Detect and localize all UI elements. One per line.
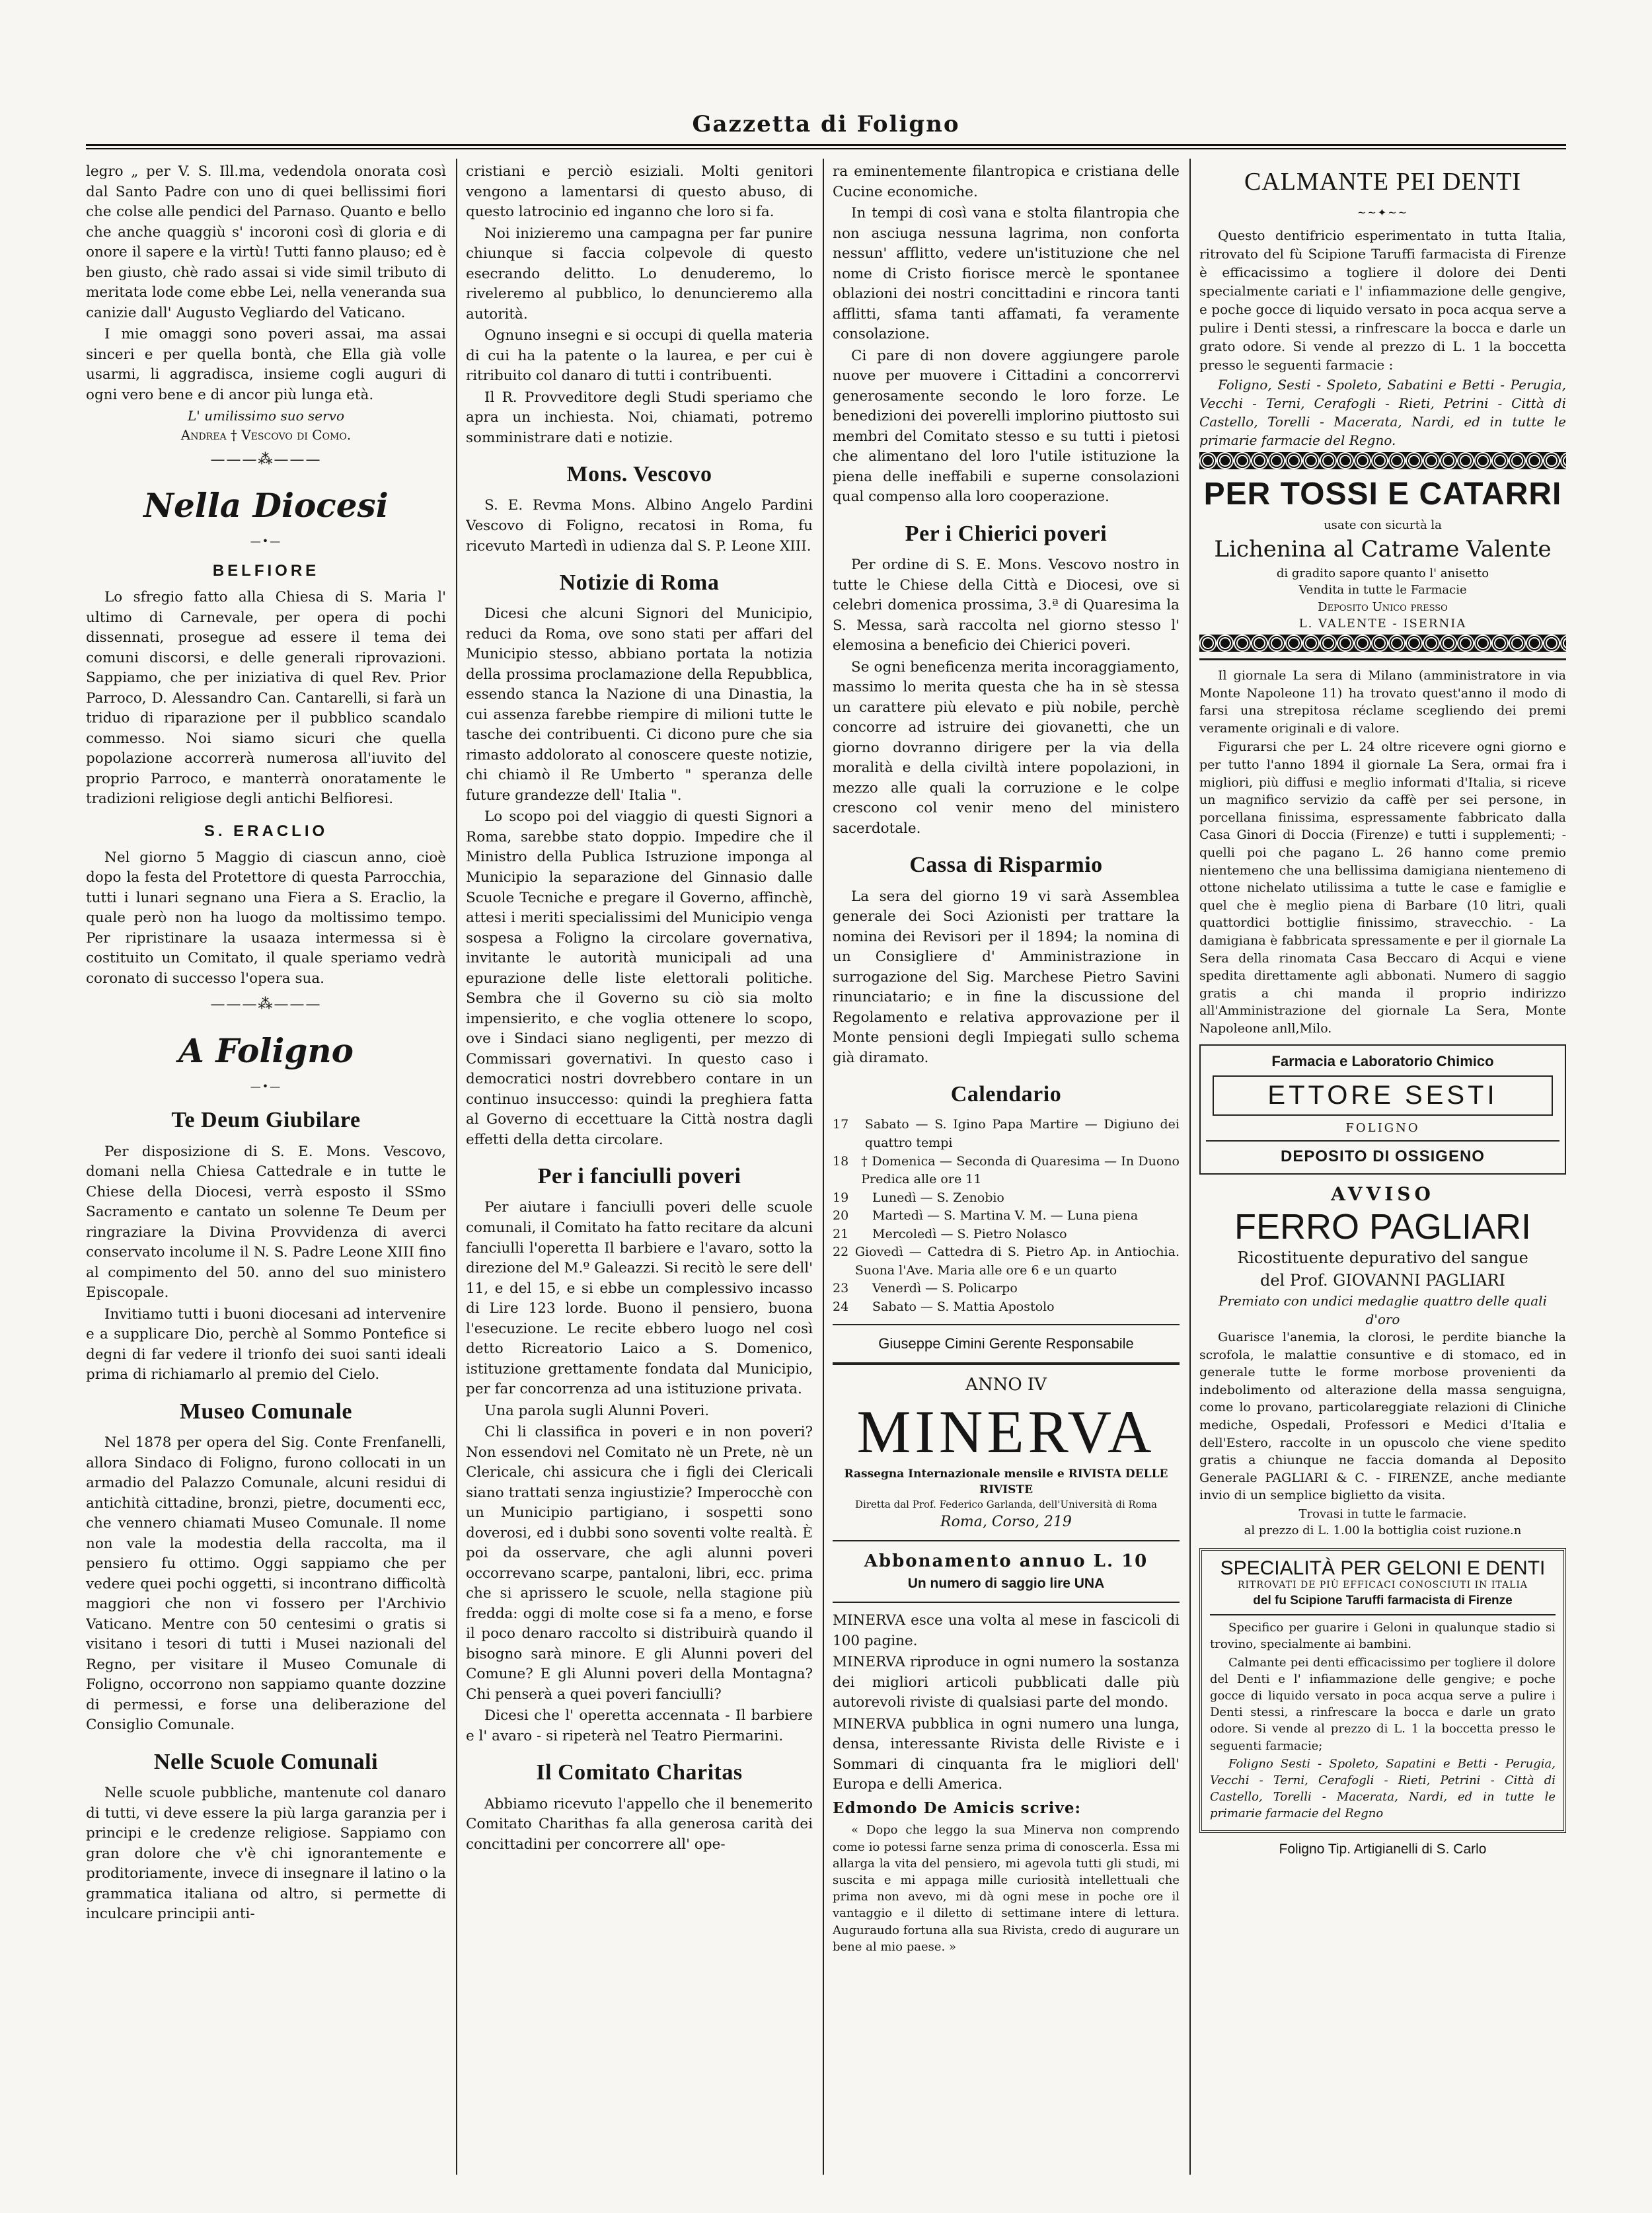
column-2 <box>466 162 813 2185</box>
ad-ferro-text: Guarisce l'anemia, la clorosi, le perdite bianche la scrofola, le malattie consuntive e di stomaco, ed in generale tutte le forme morbose provenienti da indebolimento od alterazione della massa senguigna, come lo provano, particolareggiate relazioni di Cliniche mediche, Ospedali, Professori e Medici d'Italia e dell'Estero, raccolte in un opuscolo che viene spedito gratis a chiunque ne faccia domanda al Deposito Generale PAGLIARI & C. - FIRENZE, anche mediante invio di un semplice biglietto da visita. <box>1199 1330 1566 1503</box>
article-paragraph: Lo sfregio fatto alla Chiesa di S. Maria l' ultimo di Carnevale, per opera di pochi dissennati, prosegue ad essere il tema dei comuni discorsi, e delle generali riprovazioni. Sappiamo, che per iniziativa di quel Rev. Prior Parroco, D. Alessandro Can. Cantarelli, si farà un triduo di riparazione per il pubblico scandalo commesso. Noi siamo sicuri che quella popolazione accorrerà numerosa all'iuvito del proprio Parroco, e manterrà onoratamente le tradizioni religiose degli antichi Belfioresi. <box>86 589 446 808</box>
ornament-divider: ———⁂——— <box>210 996 322 1013</box>
article-paragraph: Nel giorno 5 Maggio di ciascun anno, cioè dopo la festa del Protettore di questa Parrocchia, tutti i lunari segnano una Fiera a S. Eraclio, la quale però non ha luogo da moltissimo tempo. Per ripristinare la usaaza intermessa si è costituito un Comitato, il quale speriamo vedrà coronato di successo l'opera sua. <box>86 849 446 987</box>
article-paragraph: Una parola sugli Alunni Poveri. <box>484 1402 710 1419</box>
article-paragraph: cristiani e perciò esiziali. Molti genitori vengono a lamentarsi di questo abuso, di questo latrocinio ed inganno che loro si fa. <box>466 163 813 221</box>
ad-tossi-line: Deposito Unico presso <box>1318 600 1448 614</box>
minerva-quote: « Dopo che leggo la sua Minerva non comprendo come io potessi farne senza prima di conoscerla. Essa mi allarga la vita del pensiero, mi agevola tutti gli studi, mi suscita e mi appaga mille curiosità intellettuali che prima non avevo, mi dà ogni mese in poche ore il vantaggio e il diletto di settimane intere di lettura. Auguraudo fortuna alla sua Rivista, credo di augurare un bene al mio paese. » <box>833 1823 1180 1954</box>
article-title-roma: Notizie di Roma <box>559 570 720 596</box>
column-divider <box>456 159 457 2175</box>
ad-spec-text: Specifico per guarire i Geloni in qualunque stadio si trovino, specialmente ai bambini. <box>1210 1621 1556 1652</box>
article-paragraph: Chi li classifica in poveri e in non poveri? Non essendovi nel Comitato nè un Prete, nè un Clericale, chi assicura che i figli dei Clericali siano trattati senza ingiustizie? Imperocchè con un Municipio partigiano, i sospetti sono doverosi, ed i dubbi sono soventi volte realtà. È poi da osservare, che agli alunni poveri occorrevano scarpe, pantaloni, libri, ecc. prima che si aprissero le scuole, nella stagione più fredda: oggi di molte cose si fa a meno, e forse il poco denaro raccolto si distribuirà quando il bisogno sarà minore. E gli Alunni poveri del Comune? E gli Alunni poveri della Montagna? Chi penserà a quei poveri fanciulli? <box>466 1424 813 1703</box>
newspaper-title: Gazzetta di Foligno <box>692 111 960 137</box>
article-paragraph: Ci pare di non dovere aggiungere parole nuove per muovere i Cittadini a concorrervi generosamente secondo le loro forze. Le benedizioni dei poverelli implorino piuttosto sui membri del Comitato stesso e su tutti i pietosi che alimentano del loro l'utile istituzione la piena delle ineffabili e superne consolazioni qual compenso alla loro cooperazione. <box>833 347 1180 506</box>
minerva-director: Diretta dal Prof. Federico Garlanda, dell'Università di Roma <box>855 1498 1157 1510</box>
ad-spec-subtitle: RITROVATI DE PIÙ EFFICACI CONOSCIUTI IN ITALIA <box>1237 1580 1528 1591</box>
divider-rule <box>833 1540 1180 1541</box>
article-paragraph: Noi inizieremo una campagna per far punire chiunque si faccia colpevole di questo esecrando delitto. Lo denuderemo, lo riveleremo al pubblico, lo denuncieremo alla autorità. <box>466 225 813 323</box>
article-paragraph: Ognuno insegni e si occupi di quella materia di cui ha la patente o la laurea, e per cui è ritribuito col danaro di tutti i contribuenti. <box>466 327 813 385</box>
calendar-list <box>833 1116 1180 1316</box>
calendar-row: 17 Sabato — S. Igino Papa Martire — Digiuno dei quattro tempi <box>833 1117 1180 1150</box>
ad-sesti-name: ETTORE SESTI <box>1213 1075 1553 1116</box>
minerva-anno: ANNO IV <box>965 1374 1047 1395</box>
article-paragraph: Dicesi che l' operetta accennata - Il barbiere e l' avaro - si ripeterà nel Teatro Piermarini. <box>466 1707 813 1744</box>
gerente-line: Giuseppe Cimini Gerente Responsabile <box>878 1335 1134 1352</box>
article-title-museo: Museo Comunale <box>179 1399 353 1424</box>
chain-border <box>1199 452 1566 469</box>
calendar-row: 24 Sabato — S. Mattia Apostolo <box>833 1299 1055 1314</box>
ad-ferro-subtitle: del Prof. GIOVANNI PAGLIARI <box>1259 1271 1506 1290</box>
ornament-divider: —•— <box>250 1079 282 1093</box>
signature-name: Andrea † Vescovo di Como. <box>180 426 352 443</box>
ornament-divider: ~~✦~~ <box>1357 206 1409 219</box>
ad-ferro-tail: al prezzo di L. 1.00 la bottiglia coist ruzione.n <box>1244 1524 1522 1538</box>
ad-ferro-subtitle: Premiato con undici medaglie quattro delle quali d'oro <box>1219 1293 1547 1328</box>
ad-tossi-line: Vendita in tutte le Farmacie <box>1298 583 1467 598</box>
divider-rule <box>833 1362 1180 1365</box>
minerva-paragraph: MINERVA riproduce in ogni numero la sostanza dei migliori articoli pubblicati dalle più autorevoli riviste di qualsiasi parte del mondo. <box>833 1654 1180 1711</box>
section-title-diocesi: Nella Diocesi <box>143 486 389 525</box>
article-paragraph: Nelle scuole pubbliche, mantenute col danaro di tutti, vi deve essere la più larga garanzia per i principi e le credenze religiose. Sappiamo con gran dolore che v'è chi ignorantemente e proditoriamente, invece di insegnare il latino o la grammatica italiana od altro, si permette di inculcare principii anti- <box>86 1785 446 1923</box>
chain-border <box>1199 635 1566 652</box>
article-title-tedeum: Te Deum Giubilare <box>171 1108 361 1133</box>
ad-calmante-text: Questo dentifricio esperimentato in tutta Italia, ritrovato del fù Scipione Taruffi farmacista di Firenze è efficacissimo a togliere il dolore dei Denti specialmente cariati e l' infiammazione delle gengive, e poche gocce di liquido versato in poca acqua serve a pulire i Denti stessi, a rinfrescare la bocca e darle un grato odore. Si vende al prezzo di L. 1 la boccetta presso le seguenti farmacie : <box>1199 227 1566 373</box>
article-paragraph: Il R. Provveditore degli Studi speriamo che apra un inchiesta. Noi, chiamati, potremo somministrare dati e notizie. <box>466 389 813 446</box>
article-paragraph: Nel 1878 per opera del Sig. Conte Frenfanelli, allora Sindaco di Foligno, furono collocati in un armadio del Palazzo Comunale, alcuni residui di antichità cittadine, bronzi, pietre, documenti ecc, che vennero chiamati Museo Comunale. Il nome non vale la modestia della raccolta, ma il pensiero fu ottimo. Oggi sappiamo che per vedere quei pochi oggetti, si incontrano difficoltà maggiori che non vi fossero per l'Archivio Vaticano. Mentre con 50 centesimi o gratis si visitano i tesori di tutti i Musei nazionali del Regno, per visitare il Museo Comunale di Foligno, occorrono non sappiamo quante dozzine di permessi, e forse una deliberazione del Consiglio Comunale. <box>86 1434 446 1734</box>
calendar-row: 19 Lunedì — S. Zenobio <box>833 1190 1004 1205</box>
article-title-mons: Mons. Vescovo <box>566 462 712 487</box>
divider-rule <box>833 1324 1180 1325</box>
column-3 <box>833 162 1180 2185</box>
minerva-saggio: Un numero di saggio lire UNA <box>907 1576 1105 1592</box>
article-title-cassa: Cassa di Risparmio <box>909 853 1103 878</box>
article-title-charitas: Il Comitato Charitas <box>536 1760 743 1785</box>
article-paragraph: Se ogni beneficenza merita incoraggiamento, massimo lo merita questa che ha in sè stessa un carattere più elevato e più nobile, perchè concorre ad istruire dei giovanetti, che un giorno dovranno dirigere per la via della moralità e della civiltà intere popolazioni, in mezzo alle quali la corruzione e le colpe crescono col venir meno del ministero sacerdotale. <box>833 658 1180 837</box>
ad-specialita-box <box>1199 1548 1566 1832</box>
article-paragraph: legro „ per V. S. Ill.ma, vedendola onorata così dal Santo Padre con uno di quei bellissimi fiori che colse alle pendici del Parnaso. Quanto e bello che anche quaggiù s' incoroni così di gloria e di onore il sapere e la virtù! Tutti fanno plauso; ed è ben giusto, chè rado assai si vide simil tributo di meritata lode come ebbe Lei, nella veneranda sua canizie dall' Augusto Vegliardo del Vaticano. <box>86 163 446 321</box>
article-paragraph: Dicesi che alcuni Signori del Municipio, reduci da Roma, ove sono stati per affari del Municipio stesso, abbiano portata la notizia della prossima proclamazione della Repubblica, essendo stanca la Nazione di una Dinastia, la cui assenza farebbe riempire di milioni tutte le tasche dei contribuenti. Ci dicono pure che sia rimasto addolorato al conoscere queste notizie, chi chiamò il Re Umberto " speranza delle future grandezze dell' Italia ". <box>466 605 813 804</box>
minerva-title: MINERVA <box>856 1397 1156 1465</box>
ad-tossi-line: di gradito sapore quanto l' anisetto <box>1276 566 1489 581</box>
article-paragraph: Per ordine di S. E. Mons. Vescovo nostro in tutte le Chiese della Città e Diocesi, ove si celebri domenica prossima, 3.ª di Quaresima la S. Messa, sarà raccolta nel giorno stesso l' elemosina a beneficio dei Chierici poveri. <box>833 557 1180 654</box>
article-paragraph: I mie omaggi sono poveri assai, ma assai sinceri e per quella bontà, che Ella già volle usarmi, li aggradisca, insieme cogli auguri di ogni vero bene e di ancor più lunga età. <box>86 326 446 403</box>
calendar-row: 23 Venerdì — S. Policarpo <box>833 1281 1018 1296</box>
ad-sesti-line: FOLIGNO <box>1345 1120 1420 1135</box>
ad-sera-paragraph: Figurarsi che per L. 24 oltre ricevere ogni giorno e per tutto l'anno 1894 il giornale La Sera, ormai fra i migliori, più diffusi e meglio informati d'Italia, si riceve un magnifico servizio da caffè per sei persone, in porcellana finissima, espressamente fabbricato dalla Casa Ginori di Doccia (Firenze) e tutti i supplementi; - quelli poi che pagano L. 26 hanno come premio nientemeno che una bellissima damigiana nientemeno di ottone nichelato utilissima a tutte le case e famiglie e quel che è meglio piena di Barbare (10 litri, quali quattordici bottiglie finissimo, stravecchio. - La damigiana è fabbricata spressamente e per il giornale La Sera della rinomata Casa Beccaro di Acqui e viene spedita direttamente agli abbonati. Numero di saggio gratis a chi manda il proprio indirizzo all'Amministrazione del giornale La Sera, Monte Napoleone anll,Milo. <box>1199 740 1566 1036</box>
minerva-abbonamento: Abbonamento annuo L. 10 <box>864 1551 1148 1572</box>
column-1 <box>86 162 446 2185</box>
minerva-paragraph: MINERVA pubblica in ogni numero una lunga, densa, interessante Rivista delle Riviste e i Sommari di cinquanta fra le migliori dell' Europa e delli America. <box>833 1715 1180 1793</box>
ad-sesti-line: Farmacia e Laboratorio Chimico <box>1271 1052 1494 1069</box>
ad-ferro-subtitle: Ricostituente depurativo del sangue <box>1237 1248 1528 1267</box>
article-paragraph: Per aiutare i fanciulli poveri delle scuole comunali, il Comitato ha fatto recitare da alcuni fanciulli l'operetta Il barbiere e l'avaro, sotto la direzione del M.º Galeazzi. Si recitò le sere dell' 11, e del 15, e si ebbe un complessivo incasso di Lire 123 lorde. Buono il pensiero, buona l'esecuzione. Le recite ebbero luogo nel così detto Ricreatorio Laico a S. Domenico, istituzione grettamente fondata dal Municipio, per far concorrenza ad una istituzione privata. <box>466 1199 813 1398</box>
ad-calmante-places: Foligno, Sesti - Spoleto, Sabatini e Betti - Perugia, Vecchi - Terni, Cerafogli - Rieti, Petrini - Città di Castello, Torelli - Macerata, Nardi, ed in tutte le primarie farmacie del Regno. <box>1199 376 1566 448</box>
ornament-divider: ———⁂——— <box>210 451 322 468</box>
calendar-row: 18 † Domenica — Seconda di Quaresima — In Duono Predica alle ore 11 <box>833 1153 1180 1187</box>
column-divider <box>1189 159 1191 2175</box>
article-paragraph: In tempi di così vana e stolta filantropia che non asciuga nessuna lagrima, non conforta nessun' afflitto, vedere un'istituzione che nel nome di Cristo fiorisce mercè le spontanee oblazioni dei nostri concittadini e rincora tanti afflitti, sfama tanti affamati, fa veramente consolazione. <box>833 205 1180 343</box>
masthead <box>86 106 1566 152</box>
minerva-amicis: Edmondo De Amicis scrive: <box>833 1799 1081 1817</box>
ad-tossi-product: Lichenina al Catrame Valente <box>1214 536 1552 563</box>
calendar-row: 21 Mercoledì — S. Pietro Nolasco <box>833 1226 1067 1241</box>
ad-spec-text: Calmante pei denti efficacissimo per togliere il dolore del Denti e l' infiammazione delle gengive; e poche gocce di liquido versato in poca acqua serve a pulire i Denti stessi, a rinfrescare la bocca e darle un grato odore. Si vende al prezzo di L. 1 la boccetta presso le seguenti farmacie; <box>1210 1655 1556 1753</box>
divider-rule <box>833 1602 1180 1603</box>
ad-ferro-tail: Trovasi in tutte le farmacie. <box>1298 1507 1467 1522</box>
minerva-paragraph: MINERVA esce una volta al mese in fascicoli di 100 pagine. <box>833 1612 1180 1649</box>
article-paragraph: La sera del giorno 19 vi sarà Assemblea generale dei Soci Azionisti per trattare la nomina dei Revisori per il 1894; la nomina di un Consigliere d' Amministrazione in surrogazione del Sig. Marchese Pietro Savini rinunciatario; e in fine la discussione del Regolamento e relativa approvazione per il Monte pensioni degli Impiegati sullo schema già diramato. <box>833 888 1180 1066</box>
calendar-row: 20 Martedì — S. Martina V. M. — Luna piena <box>833 1208 1139 1223</box>
ornament-divider: —•— <box>250 535 282 548</box>
ad-ferro-title: FERRO PAGLIARI <box>1234 1206 1532 1247</box>
article-paragraph: Lo scopo poi del viaggio di questi Signori a Roma, sarebbe stato doppio. Impedire che il Ministro della Publica Istruzione imponga al Municipio la separazione del Ginnasio dalle Scuole Tecniche e pregare il Governo, affinchè, attesi i meriti specialissimi del Municipio venga sospesa a Foligno la circolare governativa, invitante le autorità municipali ad una epurazione delle liste elettorali politiche. Sembra che il Governo su ciò sia molto impensierito, e che voglia ottenere lo scopo, ove i Sindaci siano negligenti, per mezzo di Commissari governativi. In questo caso i democratici nostri dovrebbero contare in un continuo insuccesso: quindi la preghiera fatta al Governo di eccettuare la Città nostra dagli effetti della detta circolare. <box>466 808 813 1148</box>
section-title-foligno: A Foligno <box>178 1030 354 1070</box>
minerva-subtitle: Rassegna Internazionale mensile e RIVISTA DELLE RIVISTE <box>844 1467 1168 1496</box>
ad-tossi-line: usate con sicurtà la <box>1324 518 1442 532</box>
article-paragraph: Per disposizione di S. E. Mons. Vescovo, domani nella Chiesa Cattedrale e in tutte le Chiese della Diocesi, verrà esposto il SSmo Sacramento e cantato un solenne Te Deum per ringraziare la Divina Provvidenza di averci conservato incolume il N. S. Padre Leone XIII fino al compimento del 50. anno del suo ministero Episcopale. <box>86 1143 446 1301</box>
ad-sesti-line: DEPOSITO DI OSSIGENO <box>1281 1147 1485 1165</box>
article-title-fanciulli: Per i fanciulli poveri <box>537 1164 741 1189</box>
ad-calmante-title: CALMANTE PEI DENTI <box>1244 168 1522 196</box>
article-title-chierici: Per i Chierici poveri <box>905 521 1108 546</box>
ad-tossi-title: PER TOSSI E CATARRI <box>1203 476 1562 512</box>
printer-line: Foligno Tip. Artigianelli di S. Carlo <box>1279 1841 1487 1857</box>
signature-line: L' umilissimo suo servo <box>187 408 344 424</box>
column-divider <box>823 159 824 2175</box>
ad-avviso: AVVISO <box>1331 1183 1435 1205</box>
article-paragraph: Invitiamo tutti i buoni diocesani ad intervenire e a supplicare Dio, perchè al Sommo Pontefice si degni di far vedere il trionfo dei suoi santi ideali prima di richiamarlo al premio del Cielo. <box>86 1305 446 1383</box>
subsection-title-belfiore: BELFIORE <box>212 561 320 580</box>
article-title-scuole: Nelle Scuole Comunali <box>153 1749 379 1774</box>
ad-spec-subtitle: del fu Scipione Taruffi farmacista di Firenze <box>1253 1594 1513 1608</box>
article-paragraph: ra eminentemente filantropica e cristiana delle Cucine economiche. <box>833 163 1180 200</box>
ad-tossi-line: L. VALENTE - ISERNIA <box>1298 616 1467 631</box>
minerva-address: Roma, Corso, 219 <box>940 1514 1072 1531</box>
calendar-row: 22 Giovedì — Cattedra di S. Pietro Ap. in Antiochia. Suona l'Ave. Maria alle ore 6 e un quarto <box>833 1245 1180 1278</box>
article-paragraph: S. E. Revma Mons. Albino Angelo Pardini Vescovo di Foligno, recatosi in Roma, fu ricevuto Martedì in udienza dal S. P. Leone XIII. <box>466 497 813 555</box>
column-4 <box>1199 162 1566 2185</box>
ad-sesti-box <box>1199 1044 1566 1175</box>
ad-spec-title: SPECIALITÀ PER GELONI E DENTI <box>1220 1557 1546 1580</box>
subsection-title-eraclio: S. ERACLIO <box>204 822 328 840</box>
calendar-title: Calendario <box>950 1082 1062 1107</box>
ad-spec-places: Foligno Sesti - Spoleto, Sapatini e Betti - Perugia, Vecchi - Terni, Cerafogli - Rieti, Petrini - Città di Castello, Torelli - Macerata, Nardi, ed in tutte le primarie farmacie del Regno <box>1210 1756 1556 1821</box>
ad-sera-paragraph: Il giornale La sera di Milano (amministratore in via Monte Napoleone 11) ha trovato quest'anno il modo di farsi una strepitosa réclame scegliendo dei premi veramente originali e di valore. <box>1199 668 1566 736</box>
masthead-rule <box>86 144 1566 149</box>
article-paragraph: Abbiamo ricevuto l'appello che il benemerito Comitato Charithas fa alla generosa carità dei concittadini per concorrere all' ope- <box>466 1795 813 1853</box>
